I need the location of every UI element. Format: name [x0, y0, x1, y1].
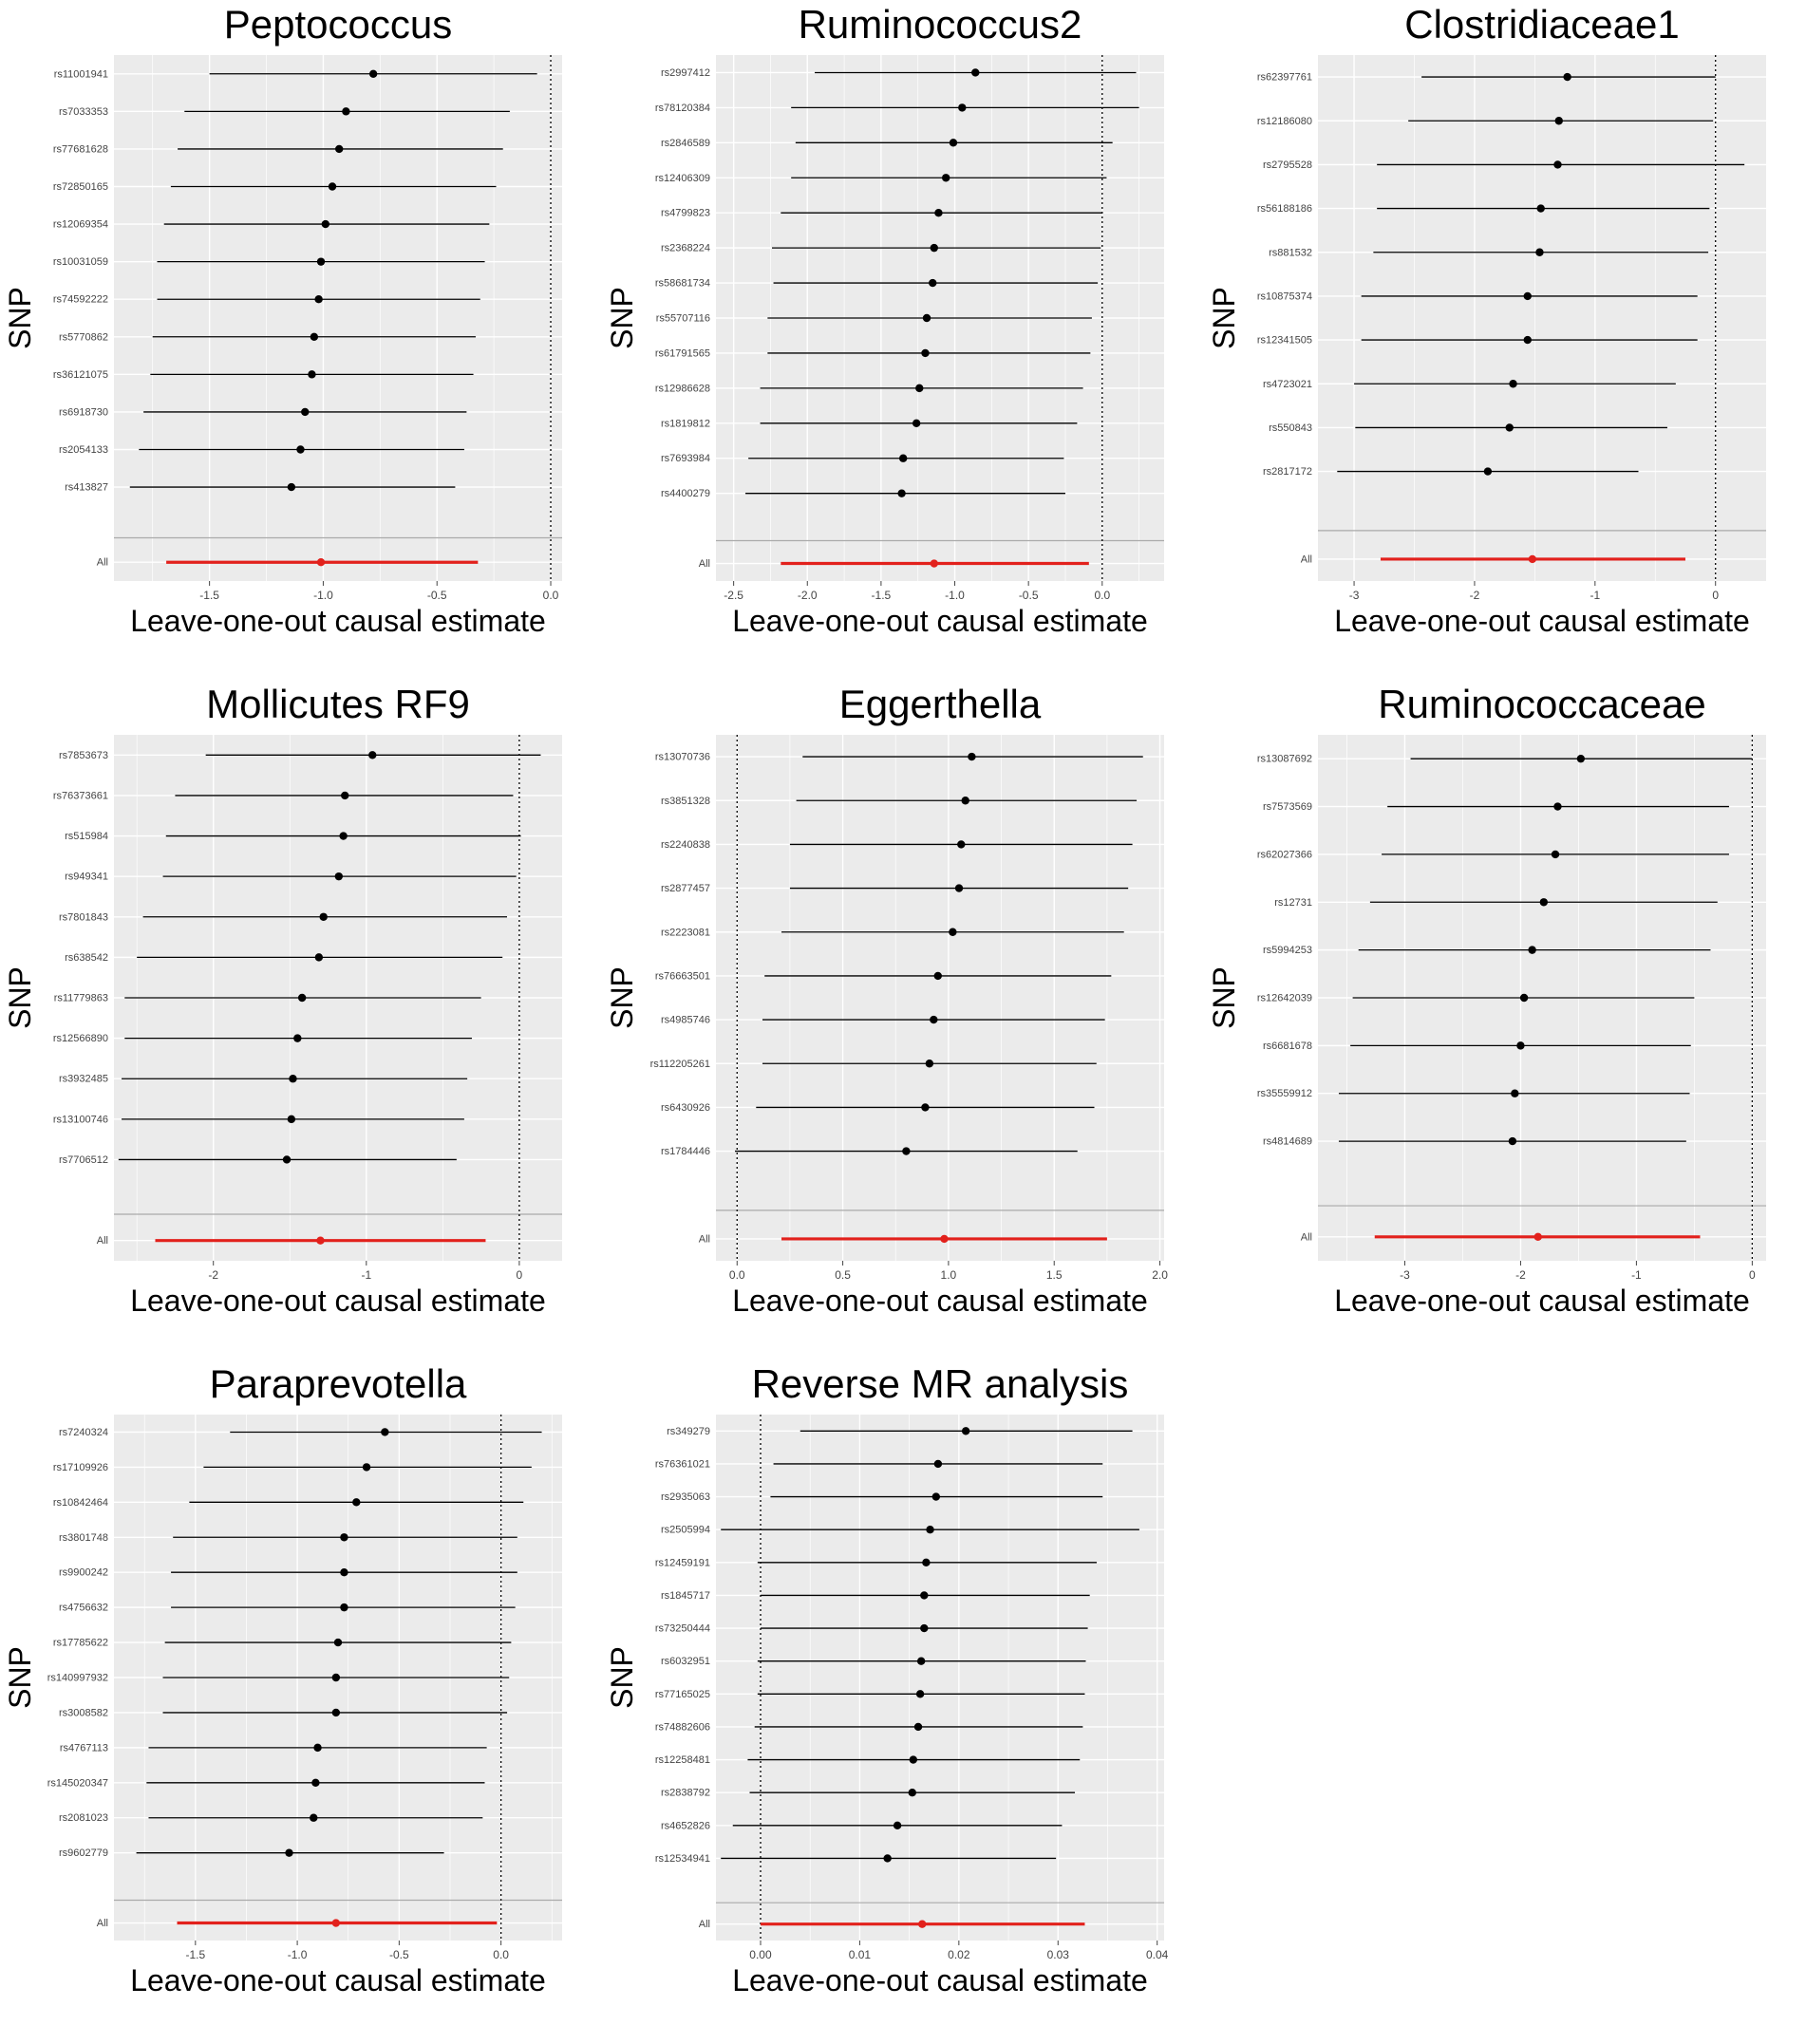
estimate-point — [283, 1155, 291, 1163]
x-tick-label: 0 — [1749, 1268, 1756, 1282]
estimate-point — [363, 1463, 370, 1471]
estimate-point — [932, 1492, 940, 1500]
overall-label: All — [698, 1233, 710, 1246]
estimate-point — [923, 314, 931, 322]
snp-label: rs9602779 — [59, 1847, 108, 1860]
snp-label: rs3851328 — [661, 795, 710, 807]
estimate-point — [315, 953, 323, 961]
estimate-point — [930, 1016, 937, 1023]
estimate-point — [332, 1674, 340, 1681]
x-tick-label: -1.0 — [313, 589, 333, 602]
forest-plot-svg — [1204, 680, 1806, 1360]
snp-label: rs2846589 — [661, 137, 710, 149]
x-tick-label: 0.0 — [493, 1948, 509, 1961]
snp-label: rs6681678 — [1263, 1040, 1312, 1052]
x-tick-label: -1.5 — [185, 1948, 206, 1961]
x-tick-label: 0.02 — [948, 1948, 970, 1961]
y-axis-label: SNP — [1207, 287, 1241, 349]
estimate-point — [931, 244, 938, 252]
estimate-point — [934, 209, 942, 216]
estimate-point — [1520, 994, 1528, 1002]
chart-panel-reverse-mr-analysis — [602, 1360, 1204, 2039]
x-tick-label: 2.0 — [1152, 1268, 1168, 1282]
x-tick-label: -2.5 — [724, 589, 743, 602]
estimate-point — [310, 333, 318, 341]
x-tick-label: -2.0 — [797, 589, 818, 602]
snp-label: rs74882606 — [654, 1721, 710, 1734]
snp-label: rs550843 — [1269, 422, 1312, 434]
snp-label: rs73250444 — [654, 1622, 710, 1635]
estimate-point — [1509, 380, 1516, 387]
snp-label: rs2935063 — [661, 1491, 710, 1504]
x-tick-label: 0.01 — [848, 1948, 872, 1961]
estimate-point — [1511, 1090, 1518, 1097]
snp-label: rs77681628 — [52, 143, 108, 156]
snp-label: rs13070736 — [654, 751, 710, 763]
overall-point — [931, 559, 938, 567]
estimate-point — [926, 1060, 933, 1067]
plot-background — [114, 55, 562, 581]
snp-label: rs12986628 — [654, 383, 710, 395]
snp-label: rs638542 — [65, 951, 108, 964]
x-tick-label: -1.5 — [199, 589, 219, 602]
y-axis-label: SNP — [605, 966, 639, 1029]
x-tick-label: 0.5 — [835, 1268, 851, 1282]
snp-label: rs2795528 — [1263, 159, 1312, 171]
estimate-point — [962, 1427, 969, 1435]
snp-label: rs2877457 — [661, 883, 710, 895]
x-tick-label: -2 — [1469, 589, 1480, 602]
snp-label: rs11779863 — [53, 992, 108, 1004]
estimate-point — [920, 1624, 928, 1632]
estimate-point — [914, 1723, 922, 1731]
snp-label: rs881532 — [1269, 247, 1312, 259]
snp-label: rs76663501 — [654, 970, 710, 983]
forest-plot-svg — [602, 0, 1204, 680]
snp-label: rs1845717 — [661, 1589, 710, 1602]
x-tick-label: -0.5 — [389, 1948, 409, 1961]
x-tick-label: 0.00 — [749, 1948, 772, 1961]
estimate-point — [368, 751, 376, 759]
estimate-point — [1537, 204, 1545, 212]
snp-label: rs140997932 — [47, 1672, 108, 1684]
chart-panel-ruminococcaceae — [1204, 680, 1806, 1360]
snp-label: rs17785622 — [52, 1637, 108, 1649]
estimate-point — [335, 145, 343, 153]
estimate-point — [1524, 292, 1532, 300]
snp-label: rs3008582 — [59, 1707, 108, 1719]
x-axis-label: Leave-one-out causal estimate — [130, 604, 546, 638]
forest-plot-svg — [0, 0, 602, 680]
snp-label: rs7853673 — [59, 749, 108, 761]
estimate-point — [934, 1460, 942, 1468]
estimate-point — [949, 928, 956, 936]
estimate-point — [319, 913, 327, 921]
y-axis-label: SNP — [1207, 966, 1241, 1029]
snp-label: rs13100746 — [52, 1114, 108, 1126]
snp-label: rs4723021 — [1263, 378, 1312, 390]
estimate-point — [899, 455, 907, 462]
estimate-point — [1553, 160, 1561, 168]
estimate-point — [1484, 467, 1492, 475]
estimate-point — [916, 1690, 924, 1697]
estimate-point — [334, 1639, 342, 1646]
snp-label: rs6032951 — [661, 1656, 710, 1668]
snp-label: rs4652826 — [661, 1820, 710, 1832]
chart-title: Ruminococcus2 — [798, 2, 1082, 47]
y-axis-label: SNP — [605, 1646, 639, 1709]
x-tick-label: -0.5 — [1018, 589, 1039, 602]
y-axis-label: SNP — [3, 1646, 37, 1709]
overall-label: All — [698, 558, 710, 571]
x-tick-label: -1 — [1631, 1268, 1642, 1282]
snp-label: rs3932485 — [59, 1073, 108, 1085]
x-tick-label: -3 — [1348, 589, 1360, 602]
estimate-point — [340, 1533, 348, 1541]
estimate-point — [920, 1591, 928, 1599]
x-tick-label: 0.04 — [1146, 1948, 1169, 1961]
x-axis-label: Leave-one-out causal estimate — [130, 1284, 546, 1318]
chart-panel-ruminococcus2 — [602, 0, 1204, 680]
estimate-point — [1563, 73, 1571, 81]
estimate-point — [1555, 117, 1563, 124]
snp-label: rs145020347 — [47, 1777, 108, 1790]
snp-label: rs7693984 — [661, 453, 710, 465]
estimate-point — [340, 1568, 348, 1576]
estimate-point — [311, 1779, 319, 1787]
estimate-point — [942, 174, 950, 181]
snp-label: rs4799823 — [661, 207, 710, 219]
estimate-point — [342, 107, 349, 115]
snp-label: rs12459191 — [654, 1557, 710, 1569]
snp-label: rs12566890 — [52, 1033, 108, 1045]
chart-title: Peptococcus — [223, 2, 453, 47]
estimate-point — [934, 972, 942, 980]
estimate-point — [1528, 946, 1535, 953]
estimate-point — [922, 1559, 930, 1566]
estimate-point — [288, 1116, 295, 1123]
overall-label: All — [698, 1919, 710, 1931]
snp-label: rs12069354 — [52, 218, 108, 231]
estimate-point — [341, 792, 348, 799]
estimate-point — [921, 1103, 929, 1111]
snp-label: rs2223081 — [661, 927, 710, 939]
estimate-point — [955, 884, 963, 891]
x-tick-label: 0.0 — [728, 1268, 745, 1282]
snp-label: rs62397761 — [1256, 71, 1312, 84]
x-tick-label: 0 — [1712, 589, 1720, 602]
snp-label: rs9900242 — [59, 1566, 108, 1579]
x-tick-label: -2 — [1515, 1268, 1526, 1282]
estimate-point — [894, 1822, 901, 1829]
estimate-point — [929, 279, 936, 287]
snp-label: rs11001941 — [53, 68, 108, 81]
y-axis-label: SNP — [3, 966, 37, 1029]
plot-background — [716, 1415, 1164, 1941]
estimate-point — [921, 349, 929, 357]
snp-label: rs4756632 — [59, 1602, 108, 1614]
estimate-point — [902, 1147, 910, 1154]
snp-label: rs77165025 — [654, 1688, 710, 1700]
estimate-point — [313, 1744, 321, 1752]
snp-label: rs10842464 — [52, 1496, 108, 1509]
snp-label: rs76373661 — [52, 790, 108, 802]
x-tick-label: -1 — [1590, 589, 1601, 602]
chart-title: Reverse MR analysis — [751, 1361, 1129, 1406]
snp-label: rs10031059 — [52, 256, 108, 269]
overall-point — [317, 558, 325, 566]
snp-label: rs12731 — [1274, 896, 1312, 909]
snp-label: rs2817172 — [1263, 466, 1312, 478]
snp-label: rs4814689 — [1263, 1135, 1312, 1148]
estimate-point — [352, 1498, 360, 1506]
x-tick-label: 0 — [516, 1268, 523, 1282]
estimate-point — [950, 139, 957, 146]
estimate-point — [958, 103, 966, 111]
forest-plot-svg — [0, 680, 602, 1360]
estimate-point — [971, 68, 979, 76]
x-axis-label: Leave-one-out causal estimate — [732, 1284, 1148, 1318]
snp-label: rs74592222 — [52, 293, 108, 306]
estimate-point — [340, 1603, 348, 1611]
snp-label: rs55707116 — [655, 312, 710, 325]
snp-label: rs349279 — [667, 1425, 710, 1437]
estimate-point — [314, 295, 322, 303]
estimate-point — [322, 220, 329, 228]
x-tick-label: -2 — [208, 1268, 219, 1282]
estimate-point — [909, 1789, 916, 1796]
snp-label: rs72850165 — [52, 181, 108, 193]
estimate-point — [957, 840, 965, 848]
snp-label: rs7801843 — [59, 911, 108, 924]
snp-label: rs36121075 — [52, 368, 108, 381]
chart-panel-mollicutes-rf9 — [0, 680, 602, 1360]
estimate-point — [915, 384, 923, 392]
forest-plot-svg — [602, 1360, 1204, 2039]
estimate-point — [1506, 423, 1514, 431]
estimate-point — [285, 1848, 292, 1856]
estimate-point — [369, 70, 377, 78]
estimate-point — [897, 489, 905, 497]
snp-label: rs2054133 — [59, 444, 108, 456]
estimate-point — [332, 1709, 340, 1716]
y-axis-label: SNP — [3, 287, 37, 349]
plot-background — [716, 735, 1164, 1261]
snp-label: rs56188186 — [1256, 203, 1312, 216]
x-tick-label: -3 — [1400, 1268, 1410, 1282]
estimate-point — [301, 408, 309, 416]
x-axis-label: Leave-one-out causal estimate — [732, 1963, 1148, 1997]
snp-label: rs515984 — [65, 831, 108, 843]
snp-label: rs6430926 — [661, 1101, 710, 1114]
forest-plot-svg — [602, 680, 1204, 1360]
snp-label: rs4767113 — [59, 1742, 108, 1754]
estimate-point — [288, 483, 295, 491]
x-tick-label: -0.5 — [426, 589, 447, 602]
chart-title: Mollicutes RF9 — [206, 682, 470, 726]
estimate-point — [910, 1755, 917, 1763]
x-axis-label: Leave-one-out causal estimate — [130, 1963, 546, 1997]
estimate-point — [310, 1814, 317, 1822]
estimate-point — [1552, 851, 1559, 858]
overall-label: All — [96, 1235, 108, 1247]
chart-panel-paraprevotella — [0, 1360, 602, 2039]
snp-label: rs12258481 — [654, 1754, 710, 1767]
x-tick-label: 1.0 — [940, 1268, 957, 1282]
estimate-point — [1524, 336, 1532, 344]
plot-background — [1318, 55, 1766, 581]
snp-label: rs78120384 — [654, 102, 710, 114]
x-tick-label: -1 — [361, 1268, 372, 1282]
snp-label: rs61791565 — [654, 347, 710, 360]
x-axis-label: Leave-one-out causal estimate — [732, 604, 1148, 638]
snp-label: rs2505994 — [661, 1524, 710, 1536]
chart-panel-eggerthella — [602, 680, 1204, 1360]
snp-label: rs3801748 — [59, 1531, 108, 1544]
snp-label: rs112205261 — [649, 1058, 710, 1070]
snp-label: rs7706512 — [59, 1153, 108, 1166]
estimate-point — [1553, 802, 1561, 810]
snp-label: rs58681734 — [654, 277, 710, 290]
overall-point — [332, 1919, 340, 1926]
estimate-point — [339, 832, 347, 839]
estimate-point — [912, 420, 920, 427]
x-axis-label: Leave-one-out causal estimate — [1334, 1284, 1750, 1318]
estimate-point — [962, 797, 969, 804]
x-tick-label: -1.5 — [871, 589, 892, 602]
estimate-point — [1540, 898, 1548, 906]
snp-label: rs12341505 — [1256, 334, 1312, 347]
snp-label: rs413827 — [65, 481, 108, 494]
estimate-point — [293, 1034, 301, 1041]
chart-panel-peptococcus — [0, 0, 602, 680]
snp-label: rs13087692 — [1256, 753, 1312, 765]
overall-point — [918, 1920, 926, 1927]
estimate-point — [289, 1075, 296, 1082]
estimate-point — [926, 1526, 933, 1533]
snp-label: rs7573569 — [1263, 801, 1312, 814]
forest-plot-svg — [0, 1360, 602, 2039]
chart-title: Clostridiaceae1 — [1404, 2, 1680, 47]
chart-title: Eggerthella — [838, 682, 1042, 726]
overall-label: All — [1300, 553, 1312, 566]
y-axis-label: SNP — [605, 287, 639, 349]
overall-point — [1534, 1233, 1542, 1241]
overall-label: All — [96, 1918, 108, 1930]
overall-label: All — [1300, 1231, 1312, 1244]
x-tick-label: 0.03 — [1046, 1948, 1069, 1961]
snp-label: rs1819812 — [661, 418, 710, 430]
estimate-point — [381, 1428, 388, 1435]
snp-label: rs949341 — [65, 871, 108, 883]
estimate-point — [1577, 755, 1585, 762]
snp-label: rs5994253 — [1263, 945, 1312, 957]
x-tick-label: 1.5 — [1045, 1268, 1063, 1282]
estimate-point — [329, 182, 336, 190]
snp-label: rs12642039 — [1256, 992, 1312, 1004]
snp-label: rs62027366 — [1256, 849, 1312, 861]
snp-label: rs2997412 — [661, 66, 710, 79]
x-axis-label: Leave-one-out causal estimate — [1334, 604, 1750, 638]
estimate-point — [298, 994, 306, 1002]
overall-point — [316, 1236, 324, 1244]
snp-label: rs5770862 — [59, 331, 108, 344]
estimate-point — [1535, 249, 1543, 256]
estimate-point — [1516, 1041, 1524, 1049]
x-tick-label: 0.0 — [542, 589, 559, 602]
snp-label: rs35559912 — [1256, 1088, 1312, 1100]
forest-plot-svg — [1204, 0, 1806, 680]
snp-label: rs7033353 — [59, 105, 108, 118]
overall-point — [940, 1235, 948, 1243]
chart-title: Paraprevotella — [209, 1361, 467, 1406]
estimate-point — [317, 257, 325, 265]
snp-label: rs7240324 — [59, 1426, 108, 1438]
snp-label: rs1784446 — [661, 1146, 710, 1158]
chart-panel-clostridiaceae1 — [1204, 0, 1806, 680]
snp-label: rs76361021 — [654, 1458, 710, 1471]
overall-point — [1529, 555, 1536, 563]
snp-label: rs12186080 — [1256, 115, 1312, 127]
x-tick-label: -1.0 — [945, 589, 965, 602]
snp-label: rs12534941 — [654, 1852, 710, 1865]
estimate-point — [917, 1657, 925, 1664]
snp-label: rs2081023 — [59, 1812, 108, 1825]
estimate-point — [968, 753, 975, 760]
snp-label: rs2368224 — [661, 242, 710, 254]
estimate-point — [296, 445, 304, 453]
snp-label: rs2838792 — [661, 1787, 710, 1799]
snp-label: rs10875374 — [1256, 291, 1312, 303]
snp-label: rs4400279 — [661, 488, 710, 500]
estimate-point — [1509, 1137, 1516, 1145]
estimate-point — [335, 872, 343, 880]
snp-label: rs6918730 — [59, 406, 108, 419]
x-tick-label: 0.0 — [1094, 589, 1111, 602]
chart-title: Ruminococcaceae — [1378, 682, 1706, 726]
overall-label: All — [96, 556, 108, 569]
snp-label: rs4985746 — [661, 1014, 710, 1026]
snp-label: rs2240838 — [661, 838, 710, 851]
estimate-point — [883, 1854, 891, 1862]
snp-label: rs12406309 — [654, 172, 710, 184]
estimate-point — [308, 370, 315, 378]
snp-label: rs17109926 — [52, 1461, 108, 1473]
x-tick-label: -1.0 — [287, 1948, 308, 1961]
